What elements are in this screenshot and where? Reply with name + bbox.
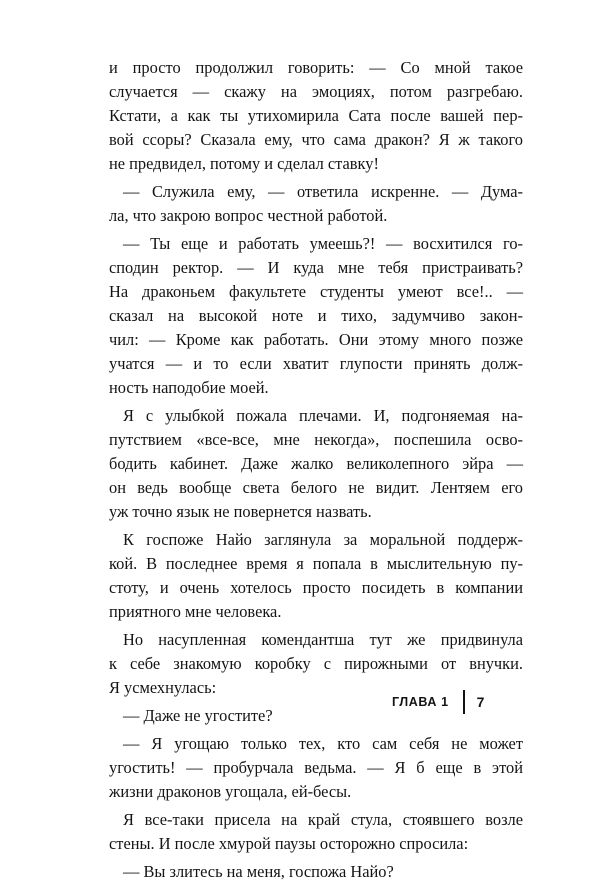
text-line: угостить! — пробурчала ведьма. — Я б еще в этой — [109, 758, 523, 777]
text-line: стоту, и очень хотелось просто посидеть в компании — [109, 578, 523, 597]
text-line: бодить кабинет. Даже жалко великолепного эйра — — [109, 454, 523, 473]
text-line: приятного мне человека. — [109, 602, 282, 621]
text-line: ность наподобие моей. — [109, 378, 269, 397]
text-line: — Служила ему, — ответила искренне. — Дума- — [123, 182, 523, 201]
text-line: жизни драконов угощала, ей-бесы. — [109, 782, 352, 801]
text-line: сподин ректор. — И куда мне тебя пристраивать? — [109, 258, 523, 277]
text-line: случается — скажу на эмоциях, потом разгребаю. — [109, 82, 523, 101]
page-body — [109, 56, 523, 884]
chapter-label: ГЛАВА 1 — [392, 695, 449, 709]
text-line: сказал на высокой ноте и тихо, задумчиво закон- — [109, 306, 523, 325]
text-line: — Я угощаю только тех, кто сам себя не может — [123, 734, 523, 753]
text-line: К госпоже Найо заглянула за моральной поддерж- — [123, 530, 523, 549]
text-line: — Ты еще и работать умеешь?! — восхитился го- — [123, 234, 523, 253]
text-line: На драконьем факультете студенты умеют все!.. — — [109, 282, 523, 301]
page-number: 7 — [476, 694, 485, 710]
text-line: и просто продолжил говорить: — Со мной такое — [109, 58, 523, 77]
footer-divider — [463, 690, 465, 714]
text-line: — Вы злитесь на меня, госпожа Найо? — [123, 862, 394, 881]
text-line: путствием «все-все, мне некогда», поспешила осво- — [109, 430, 523, 449]
text-line: Но насупленная комендантша тут же придвинула — [123, 630, 523, 649]
text-line: Я с улыбкой пожала плечами. И, подгоняемая на- — [123, 406, 523, 425]
text-line: ла, что закрою вопрос честной работой. — [109, 206, 388, 225]
text-line: Я все-таки присела на край стула, стоявшего возле — [123, 810, 523, 829]
text-line: — Даже не угостите? — [123, 706, 273, 725]
text-line: Кстати, а как ты утихомирила Сата после вашей пер- — [109, 106, 523, 125]
text-line: Я усмехнулась: — [109, 678, 217, 697]
text-line: к себе знакомую коробку с пирожными от внучки. — [109, 654, 523, 673]
text-line: он ведь вообще света белого не видит. Лентяем его — [109, 478, 523, 497]
text-line: чил: — Кроме как работать. Они этому много позже — [109, 330, 523, 349]
text-line: кой. В последнее время я попала в мыслительную пу- — [109, 554, 523, 573]
text-line: не предвидел, потому и сделал ставку! — [109, 154, 379, 173]
text-line: вой ссоры? Сказала ему, что сама дракон? Я ж такого — [109, 130, 523, 149]
text-line: учатся — и то если хватит глупости принять долж- — [109, 354, 523, 373]
page-footer — [392, 690, 484, 714]
text-line: стены. И после хмурой паузы осторожно спросила: — [109, 834, 469, 853]
text-line: уж точно язык не повернется назвать. — [109, 502, 372, 521]
